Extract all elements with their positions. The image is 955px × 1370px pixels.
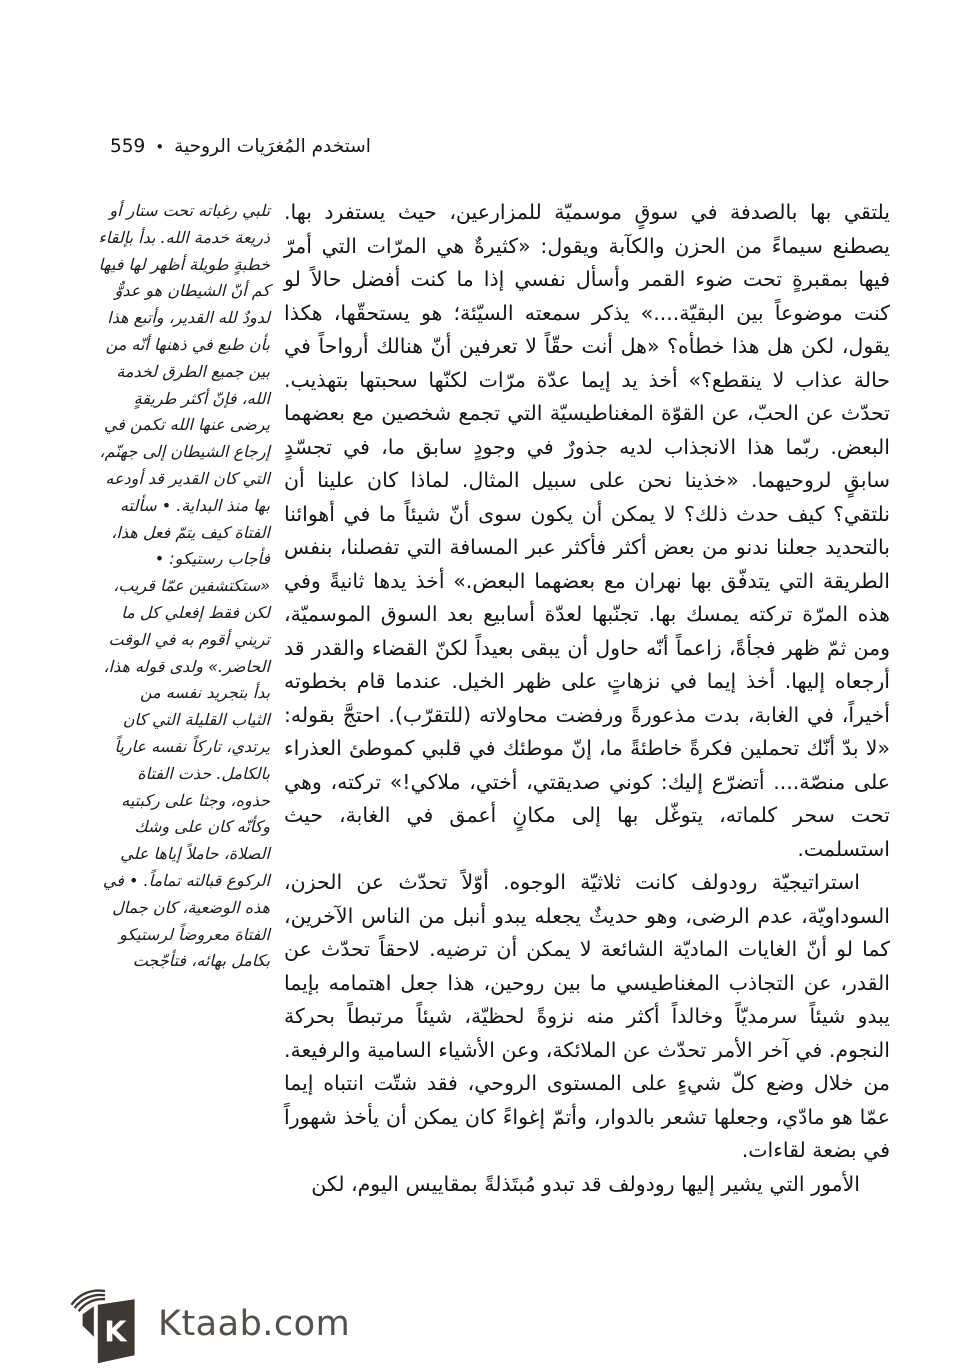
margin-note-text: تلبي رغباته تحت ستار أو ذريعة خدمة الله. بدأ بإلقاء خطبةٍ طويلة أظهر لها فيها كم أنّ الشيطان هو عدوٌّ لدودٌ لله القدير، وأتبع هذا بأن طبع في ذهنها أنّه من بين جميع الطرق لخدمة الله، فإنّ أكثر طريقةٍ يرضى عنها الله تكمن في إرجاع الشيطان إلى جهنّم، التي كان القدير قد أودعه بها منذ البداية. • سألته الفتاة كيف يتمّ فعل هذا، فأجاب رستيكو: • «ستكتشفين عمّا قريب، لكن فقط إفعلي كل ما تريني أقوم به في الوقت الحاضر.» ولدى قوله هذا، بدأ بتجريد نفسه من الثياب القليلة التي كان يرتدي، تاركاً نفسه عارياً بالكامل. حذت الفتاة حذوه، وجثا على ركبتيه وكأنّه كان على وشك الصلاة، حاملاً إياها علي الركوع قبالته تماماً. • في هذه الوضعية، كان جمال الفتاة معروضاً لرستيكو بكامل بهائه، فتأجّجت [98, 201, 270, 971]
chapter-title: استخدم المُغرَيات الروحية [174, 136, 371, 157]
book-k-icon [64, 1284, 146, 1364]
margin-note [98, 196, 270, 1201]
paragraph: الأمور التي يشير إليها رودولف قد تبدو مُبتَذلةً بمقاييس اليوم، لكن [311, 1171, 860, 1196]
paragraph: يلتقي بها بالصدفة في سوقٍ موسميّة للمزارعين، حيث يستفرد بها. يصطنع سيماءً من الحزن والكآبة ويقول: «كثيرةٌ هي المرّات التي أمرّ فيها بمقبرةٍ تحت ضوء القمر وأسأل نفسي إذا ما كنت أفضل حالاً لو كنت موضوعاً بين البقيّة....» يذكر سمعته السيّئة؛ هو يستحقّها، هكذا يقول، لكن هل هذا خطأه؟ «هل أنت حقّاً لا تعرفين أنّ هنالك أرواحاً في حالة عذاب لا ينقطع؟» أخذ يد إيما عدّة مرّات لكنّها سحبتها بتهذيب. تحدّث عن الحبّ، عن القوّة المغناطيسيّة التي تجمع شخصين مع بعضهما البعض. ربّما هذا الانجذاب لديه جذورٌ في وجودٍ سابق ما، في تجسّدٍ سابقٍ لروحيهما. «خذينا نحن على سبيل المثال. لماذا كان علينا أن نلتقي؟ كيف حدث ذلك؟ لا يمكن أن يكون سوى أنّ شيئاً ما في أهوائنا بالتحديد جعلنا ندنو من بعض أكثر فأكثر عبر المسافة التي تفصلنا، بنفس الطريقة التي يتدفّق بها نهران مع بعضهما البعض.» أخذ يدها ثانيةً وفي هذه المرّة تركته يمسك بها. تجنّبها لعدّة أسابيع بعد السوق الموسميّة، ومن ثمّ ظهر فجأةً، زاعماً أنّه حاول أن يبقى بعيداً لكنّ القضاء والقدر قد أرجعاه إليها. أخذ إيما في نزهاتٍ على ظهر الخيل. عندما قام بخطوته أخيراً، في الغابة، بدت مذعورةً ورفضت محاولاته (للتقرّب). احتجَّ بقوله: «لا بدّ أنّك تحملين فكرةً خاطئةً ما، إنّ موطئك في قلبي كموطئ العذراء على منصّة.... أتضرّع إليك: كوني صديقتي، أختي، ملاكي!» تركته، وهي تحت سحر كلماته، يتوغّل بها إلى مكانٍ أعمق في الغابة، حيث استسلمت. [284, 200, 890, 861]
page-number: 559 [110, 136, 146, 157]
bullet-separator: • [155, 138, 165, 156]
paragraph: استراتيجيّة رودولف كانت ثلاثيّة الوجوه. أوّلاً تحدّث عن الحزن، السوداويّة، عدم الرضى، وهو حديثٌ يجعله يبدو أنبل من الناس الآخرين، كما لو أنّ الغايات الماديّة الشائعة لا يمكن أن ترضيه. لاحقاً تحدّث عن القدر، عن التجاذب المغناطيسي ما بين روحين، هذا جعل اهتمامه بإيما يبدو شيئاً سرمديّاً وخالداً أكثر منه نزوةً لحظيّة، شيئاً مرتبطاً بحركة النجوم. في آخر الأمر تحدّث عن الملائكة، وعن الأشياء السامية والرفيعة. من خلال وضع كلّ شيءٍ على المستوى الروحي، فقد شتّت انتباه إيما عمّا هو مادّي، وجعلها تشعر بالدوار، وأتمّ إغواءً كان يمكن أن يأخذ شهوراً في بضعة لقاءات. [284, 870, 890, 1162]
logo-letter: K [104, 1314, 127, 1349]
running-head [110, 136, 371, 157]
brand-text: Ktaab.com [158, 1304, 351, 1344]
footer-logo[interactable] [64, 1284, 350, 1364]
main-text-column [284, 196, 890, 1201]
page-body [98, 196, 890, 1201]
